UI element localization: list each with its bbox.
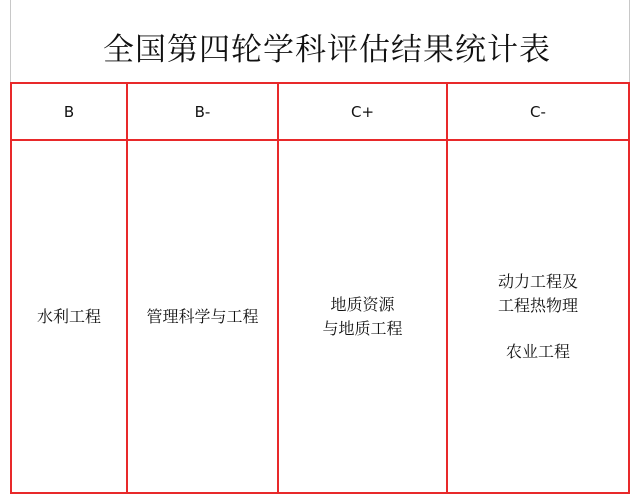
table-title: 全国第四轮学科评估结果统计表 xyxy=(103,32,551,68)
cell-grade-c-minus xyxy=(448,141,628,492)
discipline-name-extra: 农业工程 xyxy=(505,341,570,361)
discipline-name: 水利工程 xyxy=(36,306,101,326)
cell-grade-b xyxy=(12,141,126,492)
header-grade-c-plus: C+ xyxy=(350,102,375,121)
results-table xyxy=(10,82,630,494)
header-grade-b: B xyxy=(63,102,75,121)
discipline-name-line-1: 地质资源 xyxy=(330,294,395,314)
cell-grade-b-minus xyxy=(128,141,277,492)
discipline-name: 管理科学与工程 xyxy=(146,306,259,326)
header-grade-c-minus: C- xyxy=(530,102,546,121)
discipline-name-line-2: 工程热物理 xyxy=(497,295,578,315)
discipline-name-line-2: 与地质工程 xyxy=(322,318,403,338)
cell-grade-c-plus xyxy=(279,141,446,492)
discipline-name-line-1: 动力工程及 xyxy=(497,271,578,291)
header-grade-b-minus: B- xyxy=(194,102,211,121)
